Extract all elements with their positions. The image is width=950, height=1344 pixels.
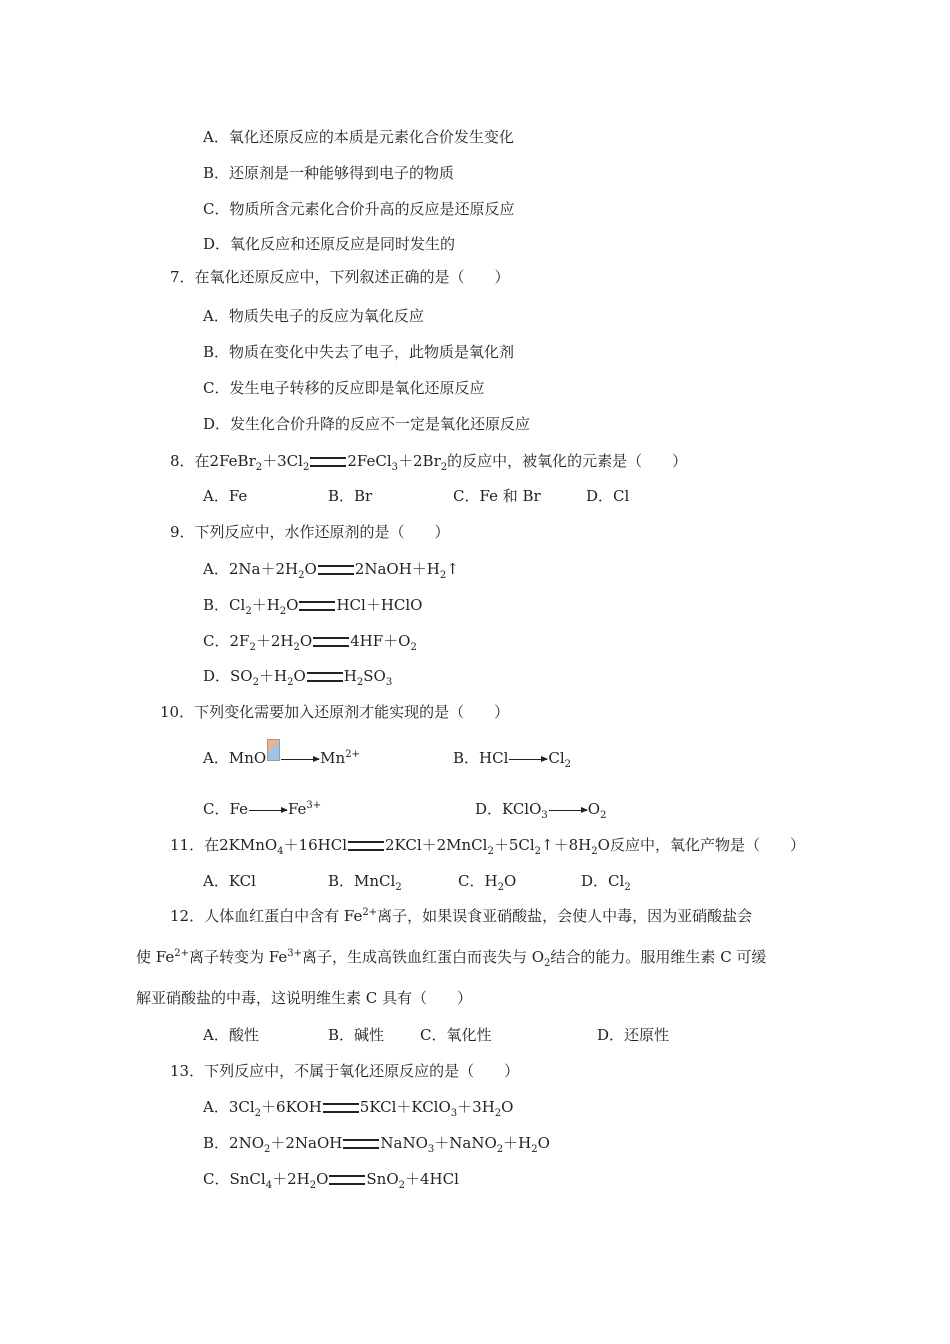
q8-option-a: A．Fe <box>203 487 248 505</box>
q7-stem: 7．在氧化还原反应中，下列叙述正确的是（ ） <box>170 268 510 286</box>
q11-option-a: A．KCl <box>203 872 256 890</box>
equals-sign-icon <box>348 841 384 851</box>
q12-option-b: B．碱性 <box>328 1026 385 1044</box>
equals-sign-icon <box>329 1175 365 1185</box>
q12-stem-line3: 解亚硝酸盐的中毒，这说明维生素 C 具有（ ） <box>136 989 473 1007</box>
equals-sign-icon <box>313 637 349 647</box>
reaction-arrow-icon <box>281 759 319 760</box>
reaction-arrow-icon <box>549 810 587 811</box>
q10-option-a: A．MnO $Mn^{2+}$ <box>203 748 360 771</box>
q11-stem-tail: 反应中，氧化产物是（ ） <box>609 836 805 854</box>
q11-stem: 11．在2KMnO$_4$＋16HCl $2KCl+2MnCl_2+5Cl_2↑+8H_2O$反应中，氧化产物是（ ） <box>170 836 805 857</box>
equals-sign-icon <box>318 565 354 575</box>
equals-sign-icon <box>299 601 335 611</box>
q6-option-a: A．氧化还原反应的本质是元素化合价发生变化 <box>203 128 514 146</box>
q12-option-a: A．酸性 <box>203 1026 259 1044</box>
q12-option-c: C．氧化性 <box>420 1026 492 1044</box>
q7-option-a: A．物质失电子的反应为氧化反应 <box>203 307 424 325</box>
broken-image-icon <box>267 739 280 761</box>
q10-stem: 10．下列变化需要加入还原剂才能实现的是（ ） <box>160 703 510 721</box>
equals-sign-icon <box>343 1139 379 1149</box>
q9-option-c: C．$2F_2+2H_2O$ $4HF+O_2$ <box>203 632 417 653</box>
q8-stem: 8．在$2FeBr_2+3Cl_2$ $2FeCl_3+2Br_2$的反应中，被氧化的元素是（ ） <box>170 452 688 473</box>
q7-option-d: D．发生化合价升降的反应不一定是氧化还原反应 <box>203 415 531 433</box>
q12-stem-line1: 12．人体血红蛋白中含有 $Fe^{2+}$离子，如果误食亚硝酸盐，会使人中毒，因为亚硝酸盐会 <box>170 907 753 925</box>
q13-option-a: A．$3Cl_2+6KOH$ $5KCl+KClO_3+3H_2O$ <box>203 1098 514 1119</box>
q12-stem-line2: 使 $Fe^{2+}$离子转变为 $Fe^{3+}$离子，生成高铁血红蛋白而丧失与 $O_2$结合的能力。服用维生素 C 可缓 <box>136 948 767 969</box>
q8-option-d: D．Cl <box>586 487 630 505</box>
equals-sign-icon <box>323 1103 359 1113</box>
q12-option-d: D．还原性 <box>597 1026 670 1044</box>
q9-option-a: A．$2Na+2H_2O$ $2NaOH+H_2↑$ <box>203 560 459 581</box>
equals-sign-icon <box>307 672 343 682</box>
reaction-arrow-icon <box>509 759 547 760</box>
equals-sign-icon <box>310 457 346 467</box>
q8-option-b: B．Br <box>328 487 373 505</box>
q9-stem: 9．下列反应中，水作还原剂的是（ ） <box>170 523 450 541</box>
q10-option-c: C．Fe $Fe^{3+}$ <box>203 800 322 818</box>
q13-stem: 13．下列反应中，不属于氧化还原反应的是（ ） <box>170 1062 520 1080</box>
q8-number: 8．在 <box>170 452 210 470</box>
q6-option-b: B．还原剂是一种能够得到电子的物质 <box>203 164 455 182</box>
q9-option-b: B．$Cl_2+H_2O$ HCl＋HClO <box>203 596 423 617</box>
q13-option-b: B．$2NO_2+2NaOH$ $NaNO_3+NaNO_2+H_2O$ <box>203 1134 550 1155</box>
q9-option-d: D．$SO_2+H_2O$ $H_2SO_3$ <box>203 667 393 688</box>
q13-option-c: C．$SnCl_4+2H_2O$ SnO$_2$＋4HCl <box>203 1170 459 1191</box>
q11-option-c: C．$H_2O$ <box>458 872 517 893</box>
q10-option-d: D．KClO$_3$ $O_2$ <box>475 800 607 821</box>
q11-option-b: B．MnCl$_2$ <box>328 872 402 893</box>
reaction-arrow-icon <box>249 810 287 811</box>
q11-option-d: D．$Cl_2$ <box>581 872 631 893</box>
q11-number: 11．在 <box>170 836 220 854</box>
q7-option-b: B．物质在变化中失去了电子，此物质是氧化剂 <box>203 343 515 361</box>
q6-option-d: D．氧化反应和还原反应是同时发生的 <box>203 235 456 253</box>
q7-option-c: C．发生电子转移的反应即是氧化还原反应 <box>203 379 485 397</box>
q8-stem-tail: 的反应中，被氧化的元素是（ ） <box>447 452 688 470</box>
q6-option-c: C．物质所含元素化合价升高的反应是还原反应 <box>203 200 515 218</box>
q8-option-c: C．Fe 和 Br <box>453 487 541 505</box>
q10-option-b: B．HCl $Cl_2$ <box>453 749 572 770</box>
